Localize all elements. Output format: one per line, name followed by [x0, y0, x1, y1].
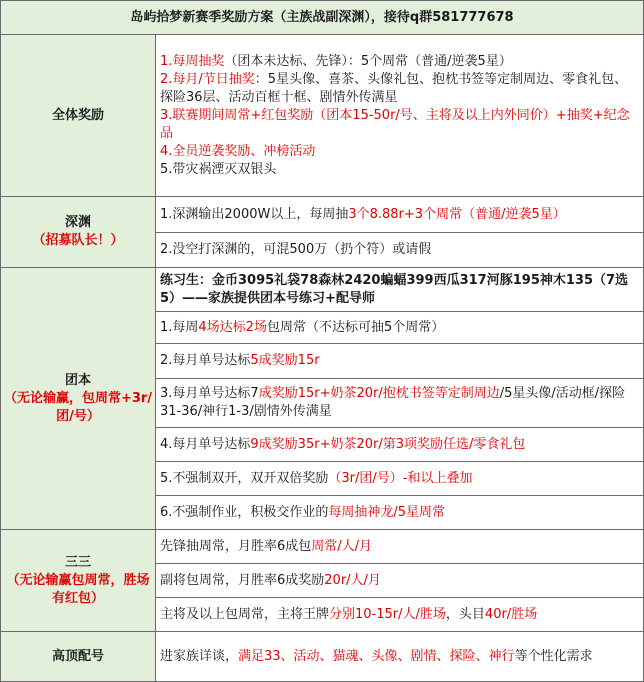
text-segment: 3.每月单号达标7	[160, 386, 259, 401]
section-label-sansan	[1, 530, 156, 632]
raid-row-2	[156, 344, 644, 379]
highlight-text: （3r/团/号）-和以上叠加	[328, 470, 473, 486]
text-segment: 2.没空打深渊的，可混500万（扔个符）或请假	[160, 242, 432, 257]
text-segment: ，头目	[445, 606, 485, 622]
raid-row-6	[156, 496, 644, 530]
highlight-text: 分别10-15r/人/胜场	[329, 606, 446, 622]
highlight-text: 5成奖励15r	[250, 353, 320, 368]
highlight-text: 3.联赛期间周常+红包奖励（团本15-50r/号、主将及以上内外同价）+抽奖+纪念品	[160, 107, 630, 141]
section-content-all	[156, 35, 644, 197]
section-note: （无论输赢，包周常+3r/团/号）	[3, 390, 153, 424]
highlight-text: 2.每月/节日抽奖	[160, 71, 255, 87]
highlight-text: 40r/胜场	[484, 606, 538, 622]
section-name: 深渊	[64, 215, 91, 230]
section-note: （招募队长！）	[32, 233, 124, 248]
highlight-text: 4场达标2场	[198, 319, 267, 335]
content-line	[160, 107, 639, 143]
section-content-premium	[156, 632, 644, 682]
highlight-text: 4.全员逆袭奖励、冲榜活动	[160, 143, 316, 159]
text-segment: /5星头像/活动框/探险31-36/神行1-3/剧情外传满星	[160, 386, 626, 419]
text-segment: 5.不强制双开，双开双倍奖励	[160, 470, 329, 486]
content-line	[160, 53, 639, 71]
section-name: 高顶配号	[51, 648, 104, 664]
section-name: 三三	[64, 554, 91, 570]
text-segment: 副将包周常，月胜率6成奖励	[160, 572, 325, 588]
text-segment: ：5星头像、喜茶、头像礼包、抱枕书签等定制周边、零食礼包、探险36层、活动百框十框、剧情外传满星	[160, 71, 628, 105]
text-segment: 主将及以上包周常，主将王牌	[160, 606, 330, 622]
text-segment: （团本未达标、先锋）：5个周常（普通/逆袭5星）	[224, 53, 512, 69]
highlight-text: 9成奖励35r+奶茶20r/第3项奖励任选/零食礼包	[250, 436, 526, 452]
sansan-row-1	[156, 530, 644, 564]
section-label-all	[1, 35, 156, 197]
text-segment: 5.带灾祸湮灭双银头	[160, 161, 277, 177]
raid-row-3	[156, 379, 644, 428]
sansan-row-3	[156, 598, 644, 632]
content-line	[160, 143, 639, 161]
rich-lines	[160, 53, 639, 179]
text-segment: 4.每月单号达标	[160, 436, 251, 452]
sansan-row-2	[156, 564, 644, 598]
raid-header: 练习生：金币3095礼袋78森林2420蝙蝠399西瓜317河豚195神木135（7选5）——家族提供团本号练习+配导师	[156, 268, 644, 312]
text-segment: 包周常（不达标可抽5个周常）	[266, 319, 445, 335]
content-line	[160, 161, 639, 179]
raid-row-1	[156, 312, 644, 344]
text-segment: 1.每周	[160, 319, 199, 335]
highlight-text: 满足33、活动、猫魂、头像、剧情、探险、神行	[238, 648, 515, 664]
page-title: 岛屿拾梦新赛季奖励方案（主族战副深渊），接待q群581777678	[1, 1, 644, 35]
text-segment: 等个性化需求	[514, 648, 593, 664]
rich-lines	[160, 648, 639, 666]
text-segment: 先锋抽周常，月胜率6成包	[160, 538, 312, 554]
highlight-text: 1.每周抽奖	[160, 53, 225, 69]
text-segment: 进家族详谈，	[160, 648, 239, 664]
content-line	[160, 71, 639, 107]
highlight-text: 20r/人/月	[324, 572, 381, 588]
raid-row-5	[156, 462, 644, 496]
text-segment: 1.深渊输出2000W以上，每周抽	[160, 206, 349, 222]
section-note: （无论输赢包周常，胜场有红包）	[6, 572, 150, 606]
abyss-row-1	[156, 197, 644, 233]
section-label-abyss	[1, 197, 156, 268]
highlight-text: 3个8.88r+3个周常（普通/逆袭5星）	[348, 206, 566, 222]
highlight-text: 周常/人/月	[311, 538, 373, 554]
text-segment: 6.不强制作业，积极交作业的	[160, 504, 329, 520]
text-segment: 2.每月单号达标	[160, 353, 251, 368]
raid-row-4	[156, 428, 644, 462]
section-name: 全体奖励	[51, 107, 104, 123]
highlight-text: 成奖励15r+奶茶20r/抱枕书签等定制周边	[258, 386, 500, 401]
abyss-row-2	[156, 233, 644, 268]
highlight-text: 每周抽神龙/5星周常	[328, 504, 446, 520]
section-label-premium	[1, 632, 156, 682]
section-label-raid	[1, 268, 156, 530]
section-name: 团本	[64, 372, 91, 388]
content-line	[160, 648, 639, 666]
